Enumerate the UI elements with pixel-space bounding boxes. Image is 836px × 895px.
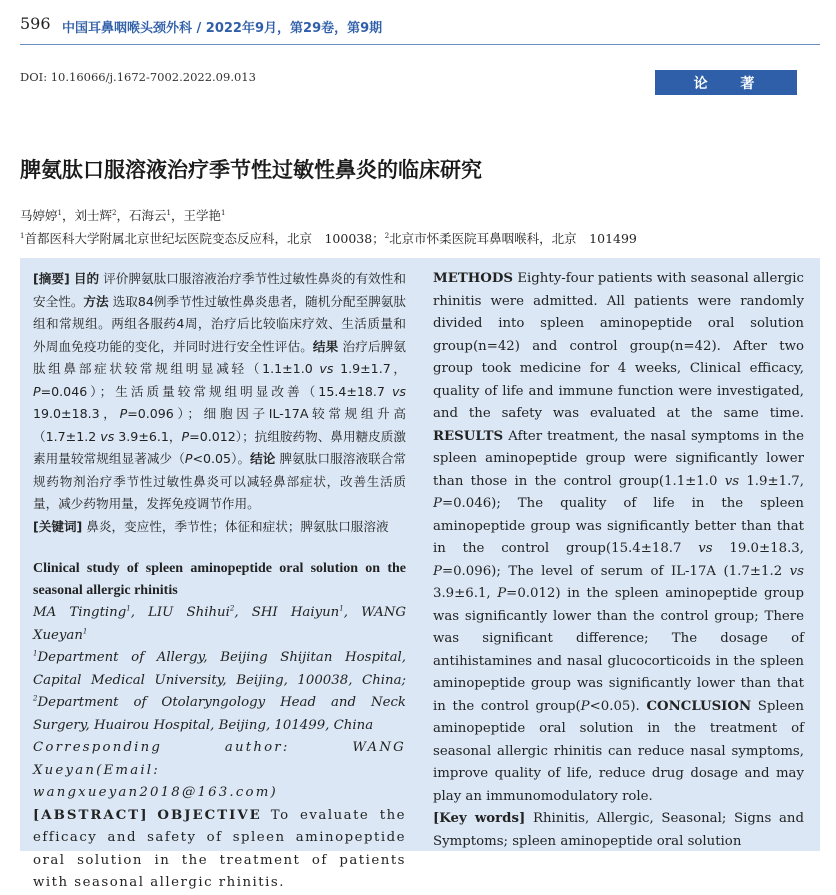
section-tag: 论 著	[655, 70, 797, 95]
vs: vs	[724, 473, 740, 489]
en-author-mark: 2	[229, 604, 235, 613]
en-author-mark: 1	[126, 604, 131, 613]
en-affil-mark: 2	[33, 694, 38, 703]
affil-mark: 2	[384, 231, 390, 240]
en-results-text: =0.046); The quality of life in the spleen aminopeptide group was significantly better than that in the control group(15.4±18.7	[433, 496, 804, 556]
en-results-text: =0.012) in the spleen aminopeptide group was significantly lower than the control group; There was significant difference; The dosage of antihistamines and nasal glucocorticoids in the spleen aminopeptide group was significantly lower than that in the control group(	[433, 586, 804, 714]
en-affiliation-1: Department of Allergy, Beijing Shijitan Hospital, Capital Medical University, Beijing, 100038, China;	[33, 650, 406, 688]
abstract-label: [摘要]	[33, 271, 70, 286]
keywords-label: [关键词]	[33, 518, 83, 534]
vs: vs	[698, 541, 713, 556]
p-symbol: P	[580, 698, 590, 714]
p-symbol: P	[497, 586, 507, 601]
en-author-mark: 1	[82, 627, 88, 636]
en-results-text: 3.9±6.1,	[433, 586, 498, 601]
p-symbol: P	[433, 563, 442, 579]
en-results-text: After treatment, the nasal symptoms in the spleen aminopeptide group were significantly lower than those in the control group(1.1±1.0	[433, 428, 804, 489]
en-author: , SHI Haiyun	[234, 605, 340, 620]
results-text: =0.012）；抗组胺药物、鼻用糖皮质激素用量较常规组显著减少（	[33, 428, 406, 466]
en-abstract-label: [ABSTRACT]	[33, 807, 149, 823]
affiliation-2: 北京市怀柔医院耳鼻咽喉科，北京 101499	[389, 231, 637, 246]
author: ，刘士辉	[61, 208, 112, 223]
vs: vs	[789, 563, 804, 579]
author: ，石海云	[116, 208, 167, 223]
objective-label: 目的	[73, 271, 100, 286]
p-symbol: P	[119, 406, 128, 421]
en-author: MA Tingting	[33, 605, 127, 620]
results-text: 3.9±6.1，	[114, 428, 182, 444]
en-affiliation-2: Department of Otolaryngology Head and Neck Surgery, Huairou Hospital, Beijing, 101499, China	[33, 695, 406, 733]
author-affil-mark: 1	[57, 208, 62, 217]
author-affil-mark: 2	[112, 208, 117, 217]
en-keywords-text: Rhinitis, Allergic, Seasonal; Signs and Symptoms; spleen aminopeptide oral solution	[433, 811, 804, 849]
p-symbol: P	[184, 451, 193, 466]
results-text: 19.0±18.3，	[33, 406, 120, 421]
page-number: 596	[20, 14, 51, 33]
en-abstract-start	[33, 805, 406, 895]
en-author-mark: 1	[339, 604, 344, 613]
objective-text: 评价脾氨肽口服溶液治疗季节性过敏性鼻炎的有效性和安全性。	[33, 271, 406, 309]
p-symbol: P	[33, 383, 41, 399]
results-text: =0.096）；细胞因子IL-17A较常规组升高（1.7±1.2	[33, 406, 407, 444]
abstract-cn	[33, 268, 406, 516]
en-objective-label: OBJECTIVE	[157, 807, 262, 823]
en-results-text: =0.096); The level of serum of IL-17A (1.7±1.2	[441, 563, 790, 579]
vs: vs	[319, 361, 334, 376]
en-results-text: 1.9±1.7,	[739, 473, 804, 489]
results-text: =0.046）；生活质量较常规组明显改善（15.4±18.7	[40, 383, 392, 399]
en-author: , LIU Shihui	[130, 605, 230, 620]
keywords-cn	[33, 516, 406, 539]
header-rule	[20, 44, 820, 45]
english-title: Clinical study of spleen aminopeptide oral solution on the seasonal allergic rhinitis	[33, 561, 406, 598]
author-affil-mark: 1	[220, 208, 226, 217]
results-label: 结果	[312, 338, 339, 354]
en-results-label: RESULTS	[433, 428, 504, 444]
p-symbol: P	[181, 428, 190, 444]
results-text: 1.9±1.7，	[333, 361, 406, 376]
conclusion-text: 脾氨肽口服溶液联合常规药物剂治疗季节性过敏性鼻炎可以减轻鼻部症状，改善生活质量，减少药物用量，发挥免疫调节作用。	[33, 451, 407, 511]
methods-label: 方法	[83, 293, 109, 309]
vs: vs	[391, 383, 406, 399]
en-keywords	[433, 808, 804, 853]
abstract-left-column	[33, 268, 406, 895]
english-authors	[33, 602, 406, 647]
en-results-text: <0.05).	[589, 698, 640, 714]
article-title: 脾氨肽口服溶液治疗季节性过敏性鼻炎的临床研究	[20, 158, 482, 182]
results-text: <0.05）。	[192, 451, 251, 466]
en-affil-mark: 1	[33, 649, 38, 658]
author: 马婷婷	[20, 208, 58, 223]
en-results-text: 19.0±18.3,	[712, 541, 804, 556]
p-symbol: P	[433, 496, 442, 511]
vs: vs	[100, 428, 115, 444]
author: ，王学艳	[170, 208, 221, 223]
affiliations	[20, 229, 637, 247]
en-objective-text: To evaluate the efficacy and safety of spleen aminopeptide oral solution in the treatment of patients with seasonal allergic rhinitis.	[33, 807, 407, 890]
en-conclusion-text: Spleen aminopeptide oral solution in the treatment of seasonal allergic rhinitis can reduce nasal symptoms, improve quality of life, reduce drug dosage and may play an immunomodulatory role.	[433, 698, 804, 804]
corresponding-author: Corresponding author: WANG Xueyan(Email: wangxueyan2018@163.com)	[33, 740, 406, 800]
doi: DOI: 10.16066/j.1672-7002.2022.09.013	[20, 70, 256, 84]
journal-name: 中国耳鼻咽喉头颈外科 / 2022年9月，第29卷，第9期	[62, 21, 383, 36]
abstract-right-column	[433, 268, 804, 853]
en-author: , WANG Xueyan	[33, 605, 406, 643]
english-affiliations	[33, 647, 406, 737]
affil-mark: 1	[20, 231, 25, 240]
en-abstract-body	[433, 268, 804, 808]
author-affil-mark: 1	[166, 208, 171, 217]
keywords-text: 鼻炎，变应性，季节性；体征和症状；脾氨肽口服溶液	[86, 518, 389, 534]
results-text: 治疗后脾氨肽组鼻部症状较常规组明显减轻（1.1±1.0	[33, 338, 407, 376]
conclusion-label: 结论	[250, 451, 276, 466]
author-list	[20, 206, 225, 224]
en-methods-text: Eighty-four patients with seasonal allergic rhinitis were admitted. All patients were randomly divided into spleen aminopeptide oral solution group(n=42) and control group(n=42). After two group took medicine for 4 weeks, Clinical efficacy, quality of life and immune function were investigated, and the safety was evaluated at the same time.	[433, 271, 804, 421]
en-keywords-label: [Key words]	[433, 811, 526, 826]
methods-text: 选取84例季节性过敏性鼻炎患者，随机分配至脾氨肽组和常规组。两组各服药4周，治疗后比较临床疗效、生活质量和外周血免疫功能的变化，并同时进行安全性评估。	[33, 293, 406, 354]
affiliation-1: 首都医科大学附属北京世纪坛医院变态反应科，北京 100038；	[24, 231, 385, 246]
en-conclusion-label: CONCLUSION	[646, 698, 752, 714]
en-methods-label: METHODS	[433, 271, 514, 286]
